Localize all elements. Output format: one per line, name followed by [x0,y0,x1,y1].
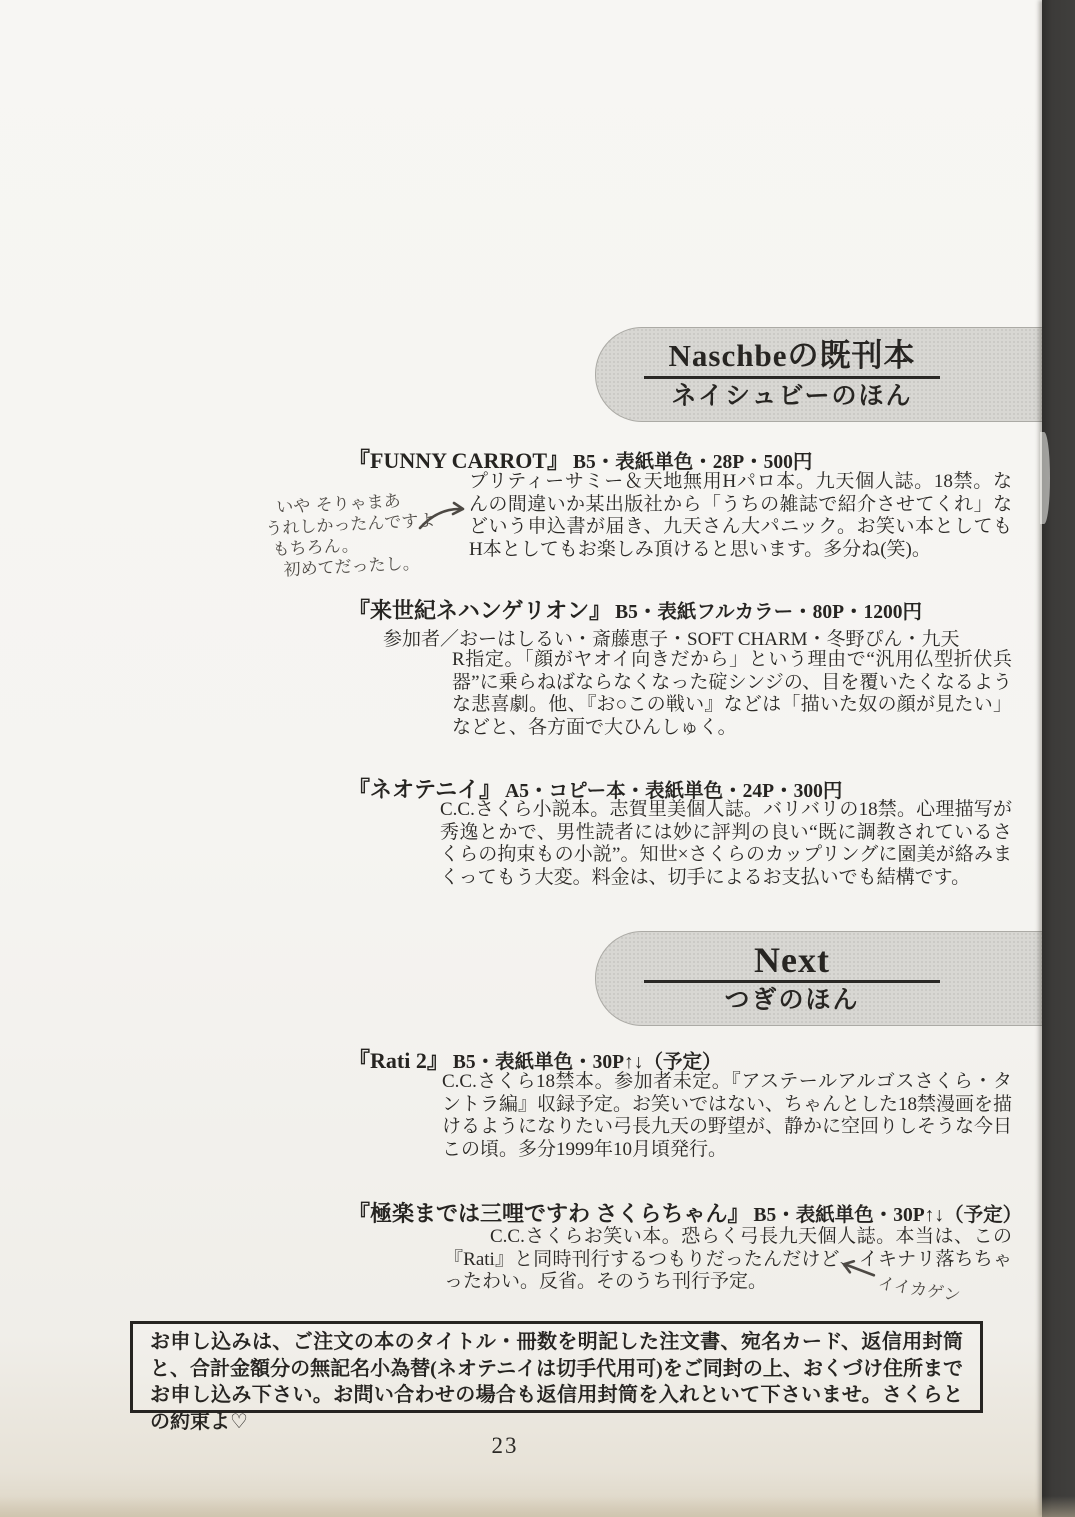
margin-note-line: いや そりゃまあ [275,491,402,518]
next-header-title: Next [754,940,830,980]
book-specs: B5・表紙フルカラー・80P・1200円 [615,602,923,623]
book-specs: B5・表紙単色・28P・500円 [573,452,813,473]
order-info-text: お申し込みは、ご注文の本のタイトル・冊数を明記した注文書、宛名カード、返信用封筒と、合計金額分の無記名小為替(ネオテニイは切手代用可)をご同封の上、おくづけ住所までお申し込み下さい。お問い合わせの場合も返信用封筒を入れといて下さいませ。さくらとの約束よ♡ [150,1331,963,1433]
next-books-header-badge [595,931,1043,1026]
margin-note-line: 初めてだったし。 [283,553,421,581]
book-description: C.C.さくらお笑い本。恐らく弓長九天個人誌。本当は、この『Rati』と同時刊行するつもりだったんだけど、イキナリ落ちちゃったわい。反省。そのうち刊行予定。 [444,1226,1012,1292]
book-specs: B5・表紙単色・30P↑↓（予定） [452,1052,722,1073]
curved-arrow-icon [418,500,470,534]
book-description: R指定。「顔がヤオイ向きだから」という理由で“汎用仏型折伏兵器”に乗らねばならなくなった碇シンジの、目を覆いたくなるような悲喜劇。他、『お○この戦い』などは「描いた奴の顔が見たい」などと、各方面で大ひんしゅく。 [452,649,1012,738]
book-specs: B5・表紙単色・30P↑↓（予定） [753,1205,1023,1226]
scan-bottom-shade [0,1496,1075,1517]
iikagen-text: イイカゲン [876,1273,962,1307]
book-specs: A5・コピー本・表紙単色・24P・300円 [505,781,843,802]
handwritten-margin-note [264,490,438,583]
book-description: プリティーサミー＆天地無用Hパロ本。九天個人誌。18禁。なんの間違いか某出版社から「うちの雑誌で紹介させてくれ」などいう申込書が届き、九天さん大パニック。お笑い本としてもH本としてもお楽しみ頂けると思います。多分ね(笑)。 [469,471,1012,560]
page-number: 23 [491,1433,519,1458]
next-header-subtitle: つぎのほん [724,987,860,1014]
scan-right-edge-shadow [1042,0,1075,1517]
published-header-title: Naschbeの既刊本 [668,338,916,373]
book-title: 『Rati 2』 [348,1048,449,1073]
book-description: C.C.さくら18禁本。参加者未定。『アステールアルゴスさくら・タントラ編』収録予定。お笑いではない、ちゃんとした18禁漫画を描けるようになりたい弓長九天の野望が、静かに空回りしそうな今日この頃。多分1999年10月頃発行。 [442,1071,1013,1160]
margin-note-line: うれしかったんですよ [265,510,436,540]
book-entry-gokuraku-title-line [348,1197,1022,1228]
published-header-inner [596,339,988,410]
left-arrow-icon [840,1259,876,1279]
book-title: 『来世紀ネハンゲリオン』 [348,598,612,623]
book-participants-line: 参加者／おーはしるい・斎藤恵子・SOFT CHARM・冬野ぴん・九天 [383,629,960,650]
book-title: 『ネオテニイ』 [348,777,502,802]
book-description: C.C.さくら小説本。志賀里美個人誌。バリバリの18禁。心理描写が秀逸とかで、男性読者には妙に評判の良い“既に調教されているさくらの拘束もの小説”。知世×さくらのカップリングに園美が絡みまくってもう大変。料金は、切手によるお支払いでも結構です。 [440,799,1012,888]
published-header-subtitle: ネイシュビーのほん [671,383,913,410]
book-title: 『FUNNY CARROT』 [348,448,570,473]
order-info-box [130,1321,983,1433]
next-header-underline [644,980,940,983]
published-books-header-badge [595,327,1043,422]
published-header-underline [644,376,940,379]
book-entry-nehangelion-title-line [348,594,922,625]
book-title: 『極楽までは三哩ですわ さくらちゃん』 [348,1201,750,1226]
next-header-inner [596,940,988,1014]
margin-note-line: もちろん。 [272,535,360,561]
